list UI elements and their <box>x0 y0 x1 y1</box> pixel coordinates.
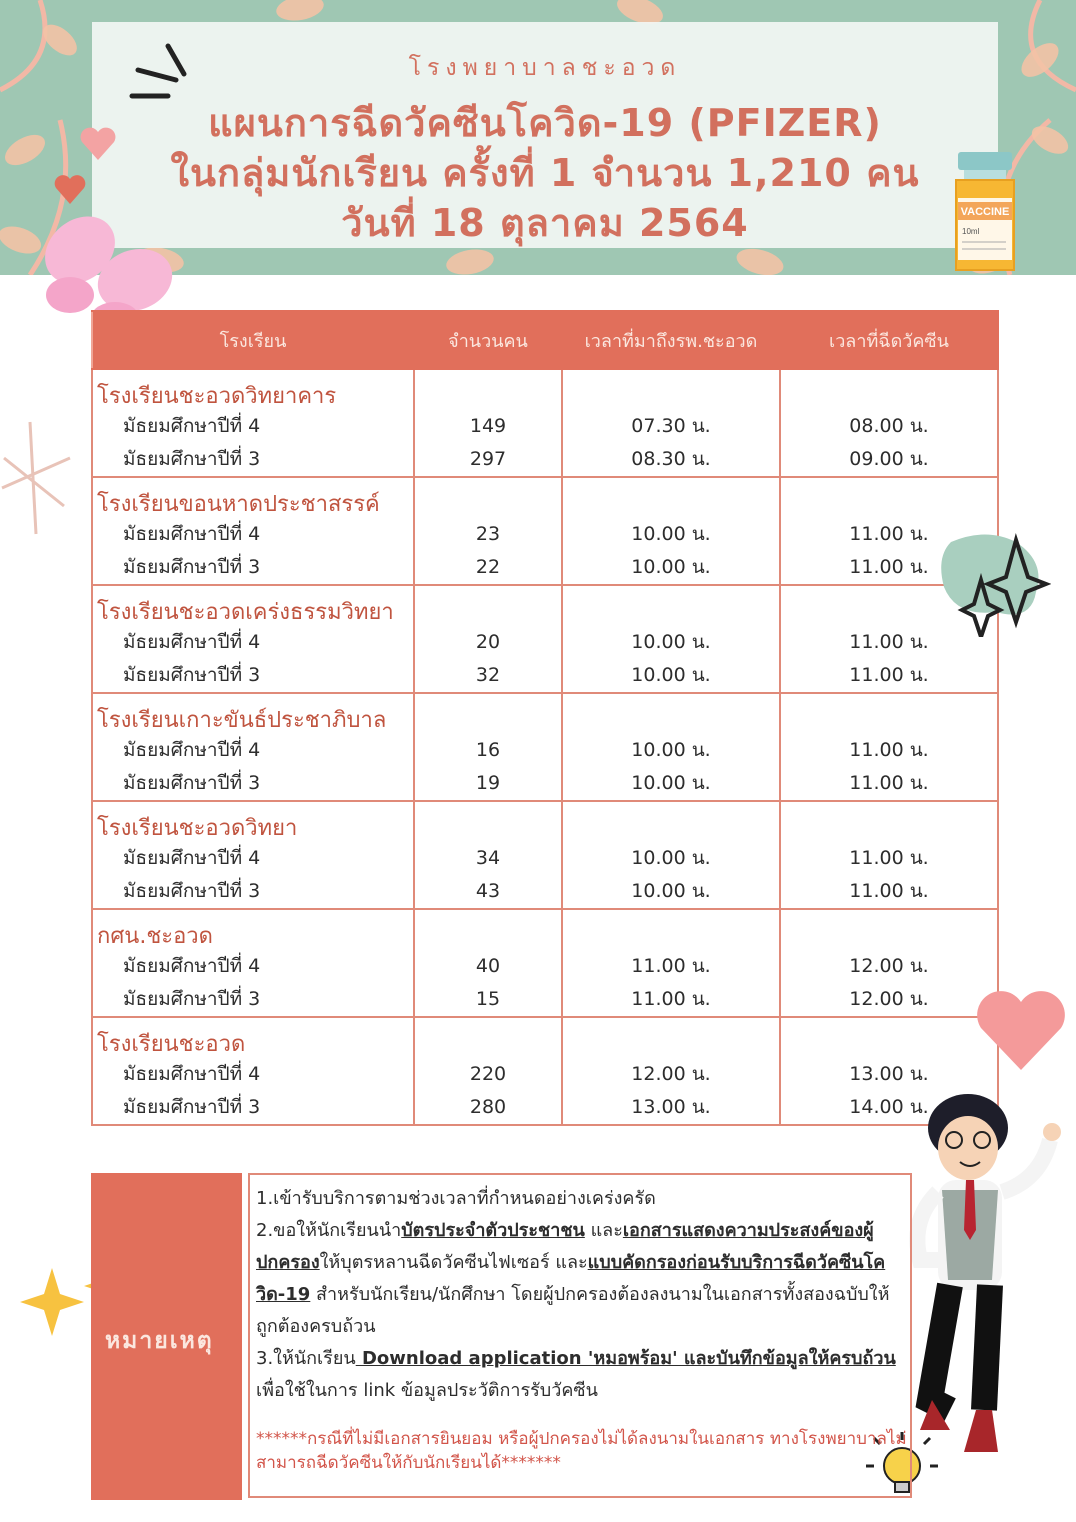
arrival-cell <box>562 369 780 477</box>
school-cell <box>92 585 414 693</box>
count-cell <box>414 369 562 477</box>
note-item-1: 1.เข้ารับบริการตามช่วงเวลาที่กำหนดอย่างเคร่งครัด <box>256 1188 656 1209</box>
arrival-time: 10.00 น. <box>631 523 711 545</box>
arrival-time: 10.00 น. <box>631 880 711 902</box>
count-cell <box>414 585 562 693</box>
student-count: 220 <box>469 1063 507 1085</box>
sparkle-lines-icon <box>0 418 72 538</box>
school-cell <box>92 369 414 477</box>
warning-text: ******กรณีที่ไม่มีเอกสารยินยอม หรือผู้ปกครองไม่ได้ลงนามในเอกสาร ทางโรงพยาบาลไม่สามารถฉีดวัคซีนให้กับนักเรียนได้******* <box>256 1429 907 1473</box>
grade-label: มัธยมศึกษาปีที่ 4 <box>123 1063 261 1085</box>
grade-label: มัธยมศึกษาปีที่ 3 <box>123 664 261 686</box>
count-cell <box>414 1017 562 1125</box>
event-date: วันที่ 18 ตุลาคม 2564 <box>341 201 749 245</box>
arrival-cell <box>562 477 780 585</box>
student-count: 297 <box>469 448 507 470</box>
injection-time: 14.00 น. <box>849 1096 929 1118</box>
injection-time: 11.00 น. <box>849 631 929 653</box>
count-cell <box>414 909 562 1017</box>
student-count: 19 <box>475 772 501 794</box>
injection-time: 11.00 น. <box>849 772 929 794</box>
arrival-time: 08.30 น. <box>631 448 711 470</box>
school-cell <box>92 693 414 801</box>
injection-time: 11.00 น. <box>849 847 929 869</box>
grade-label: มัธยมศึกษาปีที่ 3 <box>123 880 261 902</box>
hospital-name: โรงพยาบาลชะอวด <box>408 55 682 81</box>
arrival-cell <box>562 801 780 909</box>
grade-label: มัธยมศึกษาปีที่ 4 <box>123 523 261 545</box>
column-header-count: จำนวนคน <box>414 311 562 369</box>
notes-label: หมายเหตุ <box>105 1328 214 1354</box>
note-text: 2.ขอให้นักเรียนนำ <box>256 1220 402 1241</box>
note-text: สำหรับนักเรียน/นักศึกษา โดยผู้ปกครองต้องลงนามในเอกสารทั้งสองฉบับให้ถูกต้องครบถ้วน <box>256 1284 890 1337</box>
vial-label: VACCINE <box>960 206 1010 218</box>
grade-label: มัธยมศึกษาปีที่ 3 <box>123 988 261 1010</box>
arrival-time: 10.00 น. <box>631 556 711 578</box>
student-count: 43 <box>475 880 501 902</box>
grade-label: มัธยมศึกษาปีที่ 3 <box>123 556 261 578</box>
arrival-time: 10.00 น. <box>631 847 711 869</box>
note-emphasis: เอกสารแสดงความประสงค์ของผู้ปกครอง <box>256 1220 874 1273</box>
vial-volume: 10ml <box>962 227 980 236</box>
injection-time: 11.00 น. <box>849 739 929 761</box>
arrival-time: 12.00 น. <box>631 1063 711 1085</box>
grade-label: มัธยมศึกษาปีที่ 3 <box>123 772 261 794</box>
grade-label: มัธยมศึกษาปีที่ 3 <box>123 448 261 470</box>
arrival-time: 10.00 น. <box>631 664 711 686</box>
vaccination-schedule-table <box>91 310 999 1126</box>
notes-label-panel <box>91 1173 242 1500</box>
student-count: 40 <box>475 955 501 977</box>
injection-time: 11.00 น. <box>849 523 929 545</box>
injection-cell <box>780 369 998 477</box>
injection-time: 11.00 น. <box>849 556 929 578</box>
student-count: 280 <box>469 1096 507 1118</box>
page-title: แผนการฉีดวัคซีนโควิด-19 (PFIZER) <box>208 101 882 145</box>
count-cell <box>414 693 562 801</box>
arrival-time: 10.00 น. <box>631 739 711 761</box>
diamond-sparkles-icon <box>936 522 1051 637</box>
heart-icon <box>975 988 1067 1074</box>
column-header-school: โรงเรียน <box>92 311 414 369</box>
note-emphasis: บัตรประจำตัวประชาชน <box>401 1220 585 1241</box>
student-count: 16 <box>475 739 501 761</box>
school-name: โรงเรียนชะอวดเคร่งธรรมวิทยา <box>97 600 394 625</box>
school-name: โรงเรียนขอนหาดประชาสรรค์ <box>97 492 380 517</box>
table-row <box>92 693 998 801</box>
student-count: 23 <box>475 523 501 545</box>
grade-label: มัธยมศึกษาปีที่ 4 <box>123 415 261 437</box>
arrival-time: 11.00 น. <box>631 988 711 1010</box>
notes-box <box>248 1173 912 1498</box>
school-name: โรงเรียนเกาะขันธ์ประชาภิบาล <box>97 708 387 733</box>
student-count: 32 <box>475 664 501 686</box>
table-row <box>92 369 998 477</box>
note-text: และ <box>584 1220 623 1241</box>
injection-time: 11.00 น. <box>849 880 929 902</box>
note-text: เพื่อใช้ในการ link ข้อมูลประวัติการรับวัคซีน <box>256 1380 598 1401</box>
table-row <box>92 909 998 1017</box>
injection-cell <box>780 909 998 1017</box>
arrival-time: 11.00 น. <box>631 955 711 977</box>
arrival-time: 07.30 น. <box>631 415 711 437</box>
title-card <box>92 22 998 248</box>
vaccine-vial-icon <box>950 150 1020 275</box>
student-count: 22 <box>475 556 501 578</box>
note-emphasis: แบบคัดกรองก่อนรับบริการฉีดวัคซีนโควิด-19 <box>256 1252 886 1305</box>
student-count: 149 <box>469 415 507 437</box>
injection-time: 12.00 น. <box>849 988 929 1010</box>
arrival-cell <box>562 1017 780 1125</box>
arrival-cell <box>562 693 780 801</box>
heart-icon <box>52 172 88 208</box>
grade-label: มัธยมศึกษาปีที่ 3 <box>123 1096 261 1118</box>
column-header-injection: เวลาที่ฉีดวัคซีน <box>780 311 998 369</box>
student-count: 34 <box>475 847 501 869</box>
arrival-time: 13.00 น. <box>631 1096 711 1118</box>
note-emphasis: Download application 'หมอพร้อม' และบันทึกข้อมูลให้ครบถ้วน <box>355 1348 896 1369</box>
school-cell <box>92 801 414 909</box>
injection-time: 09.00 น. <box>849 448 929 470</box>
arrival-time: 10.00 น. <box>631 772 711 794</box>
note-text: ให้บุตรหลานฉีดวัคซีนไฟเซอร์ และ <box>319 1252 588 1273</box>
note-text: 3.ให้นักเรียน <box>256 1348 356 1369</box>
injection-time: 08.00 น. <box>849 415 929 437</box>
grade-label: มัธยมศึกษาปีที่ 4 <box>123 739 261 761</box>
injection-time: 11.00 น. <box>849 664 929 686</box>
grade-label: มัธยมศึกษาปีที่ 4 <box>123 847 261 869</box>
note-item-3 <box>256 1343 910 1407</box>
student-count: 15 <box>475 988 501 1010</box>
note-item-2 <box>256 1215 910 1343</box>
arrival-time: 10.00 น. <box>631 631 711 653</box>
page-subtitle: ในกลุ่มนักเรียน ครั้งที่ 1 จำนวน 1,210 คน <box>170 151 920 195</box>
table-row <box>92 1017 998 1125</box>
count-cell <box>414 477 562 585</box>
arrival-cell <box>562 909 780 1017</box>
school-cell <box>92 477 414 585</box>
injection-time: 13.00 น. <box>849 1063 929 1085</box>
school-name: โรงเรียนชะอวด <box>97 1032 246 1057</box>
student-count: 20 <box>475 631 501 653</box>
count-cell <box>414 801 562 909</box>
school-name: กศน.ชะอวด <box>97 924 213 949</box>
grade-label: มัธยมศึกษาปีที่ 4 <box>123 955 261 977</box>
heart-icon <box>78 124 118 164</box>
arrival-cell <box>562 585 780 693</box>
injection-cell <box>780 801 998 909</box>
table-header-row <box>92 311 998 369</box>
injection-cell <box>780 693 998 801</box>
table-row <box>92 477 998 585</box>
table-row <box>92 585 998 693</box>
school-cell <box>92 1017 414 1125</box>
school-name: โรงเรียนชะอวดวิทยาคาร <box>97 384 337 409</box>
column-header-arrival: เวลาที่มาถึงรพ.ชะอวด <box>562 311 780 369</box>
emphasis-lines-icon <box>128 40 198 110</box>
school-name: โรงเรียนชะอวดวิทยา <box>97 816 298 841</box>
grade-label: มัธยมศึกษาปีที่ 4 <box>123 631 261 653</box>
school-cell <box>92 909 414 1017</box>
injection-time: 12.00 น. <box>849 955 929 977</box>
table-row <box>92 801 998 909</box>
